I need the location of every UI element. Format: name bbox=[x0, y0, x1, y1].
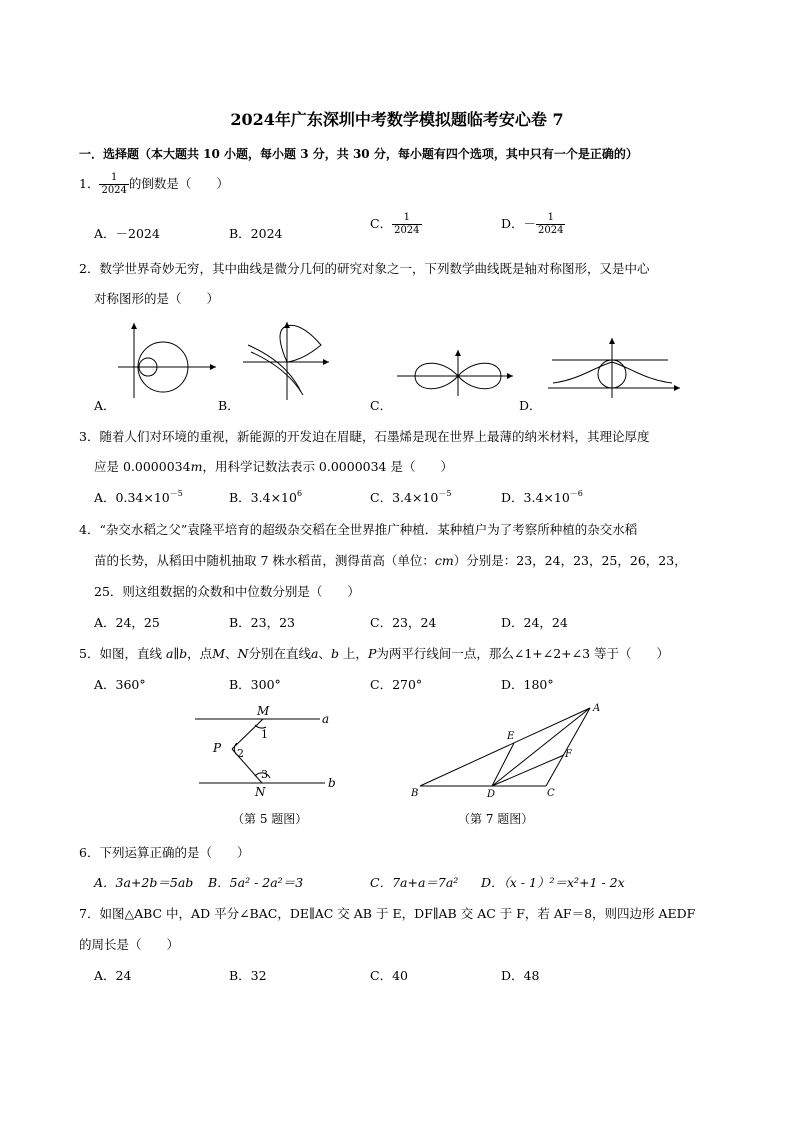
q7-label-d: D bbox=[487, 789, 496, 800]
q5-t4: M bbox=[212, 646, 225, 661]
q5-t13: 为两平行线间一点，那么∠1+∠2+∠3 等于（ ） bbox=[376, 646, 670, 661]
q5-t11: 上， bbox=[338, 646, 368, 661]
q5-figure bbox=[195, 702, 345, 802]
q1-frac-den: 2024 bbox=[101, 185, 127, 196]
q2-option-c: C． bbox=[370, 398, 393, 413]
q3-b-text: B．3.4×10 bbox=[229, 490, 297, 505]
q5-option-c: C．270° bbox=[370, 677, 423, 692]
q5-label-n: N bbox=[255, 785, 266, 799]
section-header: 一．选择题（本大题共 10 小题，每小题 3 分，共 30 分，每小题有四个选项，其中只有一个是正确的） bbox=[79, 147, 638, 161]
q6-line-1: 6．下列运算正确的是（ ） bbox=[79, 845, 250, 860]
q5-t6: N bbox=[237, 646, 249, 661]
q5-label-m: M bbox=[257, 704, 270, 718]
q6-option-d: D．（x - 1）²＝x²+1 - 2x bbox=[481, 875, 625, 890]
q3-option-d bbox=[501, 488, 583, 506]
q7-label-b: B bbox=[411, 788, 419, 799]
q5-option-a: A．360° bbox=[94, 677, 146, 692]
q5-t9: 、 bbox=[318, 646, 331, 661]
q7-label-a: A bbox=[593, 703, 601, 714]
q3-d-exp: －6 bbox=[569, 489, 583, 498]
q3-d-text: D．3.4×10 bbox=[501, 490, 570, 505]
q2-line-2: 对称图形的是（ ） bbox=[94, 291, 220, 306]
q1-option-a: A．－2024 bbox=[94, 226, 160, 241]
q7-figure-caption: （第 7 题图） bbox=[458, 812, 534, 826]
q7-option-b: B．32 bbox=[229, 968, 267, 983]
q1-d-num: 1 bbox=[536, 212, 565, 225]
q3-line-1: 3．随着人们对环境的重视，新能源的开发迫在眉睫，石墨烯是现在世界上最薄的纳米材料，其理论厚度 bbox=[79, 429, 650, 444]
q7-label-e: E bbox=[507, 731, 515, 742]
q7-label-c: C bbox=[547, 788, 555, 799]
q1-fraction bbox=[99, 172, 128, 197]
q3-option-a bbox=[94, 488, 183, 506]
q7-figure bbox=[408, 700, 608, 800]
q5-figure-caption: （第 5 题图） bbox=[232, 812, 308, 826]
q7-line-2: 的周长是（ ） bbox=[79, 937, 180, 952]
q1-option-c-frac bbox=[392, 212, 421, 237]
q3-unit: m bbox=[190, 459, 203, 474]
q5-label-2: 2 bbox=[237, 747, 244, 760]
q1-d-den: 2024 bbox=[538, 225, 564, 236]
q3-c-text: C．3.4×10 bbox=[370, 490, 439, 505]
q1-option-c-label: C． bbox=[370, 216, 393, 231]
q7-line-1: 7．如图△ABC 中，AD 平分∠BAC，DE∥AC 交 AB 于 E，DF∥AB 交 AC 于 F，若 AF＝8，则四边形 AEDF bbox=[79, 906, 696, 921]
q5-option-b: B．300° bbox=[229, 677, 281, 692]
q2-option-a: A． bbox=[94, 398, 116, 413]
q4-option-c: C．23，24 bbox=[370, 615, 437, 630]
q2-line-1: 2．数学世界奇妙无穷，其中曲线是微分几何的研究对象之一，下列数学曲线既是轴对称图形，又是中心 bbox=[79, 261, 650, 276]
q7-option-a: A．24 bbox=[94, 968, 132, 983]
question-1-stem bbox=[79, 172, 229, 197]
q7-option-c: C．40 bbox=[370, 968, 408, 983]
q4-line-3: 25．则这组数据的众数和中位数分别是（ ） bbox=[94, 584, 360, 599]
q4-line-2 bbox=[94, 551, 687, 569]
q5-label-1: 1 bbox=[261, 728, 268, 741]
q1-option-c bbox=[370, 212, 422, 237]
q6-option-c: C．7a+a＝7a² bbox=[370, 875, 459, 890]
q2-option-d: D． bbox=[519, 398, 542, 413]
q2-figure-b bbox=[243, 320, 333, 400]
q5-t12: P bbox=[367, 646, 377, 661]
q5-option-d: D．180° bbox=[501, 677, 554, 692]
q3-a-text: A．0.34×10 bbox=[94, 490, 170, 505]
q4-option-b: B．23，23 bbox=[229, 615, 295, 630]
q3-line-2a: 应是 0.0000034 bbox=[94, 459, 191, 474]
q5-t7: 分别在直线 bbox=[248, 646, 311, 661]
q3-option-b bbox=[229, 488, 302, 506]
q3-a-exp: －5 bbox=[169, 489, 183, 498]
q5-line-1 bbox=[79, 644, 669, 662]
q4-line-2a: 苗的长势，从稻田中随机抽取 7 株水稻苗，测得苗高（单位： bbox=[94, 553, 435, 568]
q4-unit: cm bbox=[434, 553, 454, 568]
q5-label-a: a bbox=[322, 712, 330, 726]
q7-option-d: D．48 bbox=[501, 968, 540, 983]
page-title: 2024年广东深圳中考数学模拟题临考安心卷 7 bbox=[230, 110, 564, 129]
q1-option-d bbox=[501, 212, 565, 237]
q2-option-b: B． bbox=[218, 398, 240, 413]
q4-line-1: 4．“杂交水稻之父”袁隆平培育的超级杂交稻在全世界推广种植．某种植户为了考察所种植的杂交水稻 bbox=[79, 522, 638, 537]
q4-option-d: D．24，24 bbox=[501, 615, 568, 630]
q1-stem-text: 的倒数是（ ） bbox=[128, 176, 229, 191]
q2-figure-a bbox=[118, 318, 228, 398]
q3-option-c bbox=[370, 488, 451, 506]
q1-c-den: 2024 bbox=[394, 225, 420, 236]
q1-option-d-label: D．－ bbox=[501, 216, 537, 231]
q4-option-a: A．24，25 bbox=[94, 615, 160, 630]
q5-label-3: 3 bbox=[261, 768, 268, 781]
q6-option-b: B．5a² - 2a²＝3 bbox=[208, 875, 304, 890]
q5-label-p: P bbox=[213, 741, 222, 755]
q1-frac-num: 1 bbox=[99, 172, 128, 185]
q5-t2: a∥b bbox=[165, 646, 188, 661]
q5-label-b: b bbox=[328, 776, 336, 790]
q3-b-exp: 6 bbox=[296, 489, 303, 498]
q5-t3: ，点 bbox=[187, 646, 213, 661]
q7-label-f: F bbox=[565, 749, 572, 760]
q4-line-2b: ）分别是：23，24，23，25，26，23， bbox=[453, 553, 687, 568]
q5-t5: 、 bbox=[225, 646, 238, 661]
q1-option-b: B．2024 bbox=[229, 226, 283, 241]
q1-number: 1． bbox=[79, 176, 100, 191]
q1-c-num: 1 bbox=[392, 212, 421, 225]
q6-option-a: A．3a+2b＝5ab bbox=[94, 875, 194, 890]
q3-line-2 bbox=[94, 457, 453, 475]
q1-option-d-frac bbox=[536, 212, 565, 237]
q5-t8: a bbox=[310, 646, 319, 661]
q2-figure-c bbox=[397, 350, 517, 400]
q2-figure-d bbox=[548, 338, 688, 398]
q5-t1: 5．如图，直线 bbox=[79, 646, 166, 661]
q5-t10: b bbox=[330, 646, 339, 661]
q3-line-2b: ，用科学记数法表示 0.0000034 是（ ） bbox=[202, 459, 453, 474]
q3-c-exp: －5 bbox=[438, 489, 452, 498]
